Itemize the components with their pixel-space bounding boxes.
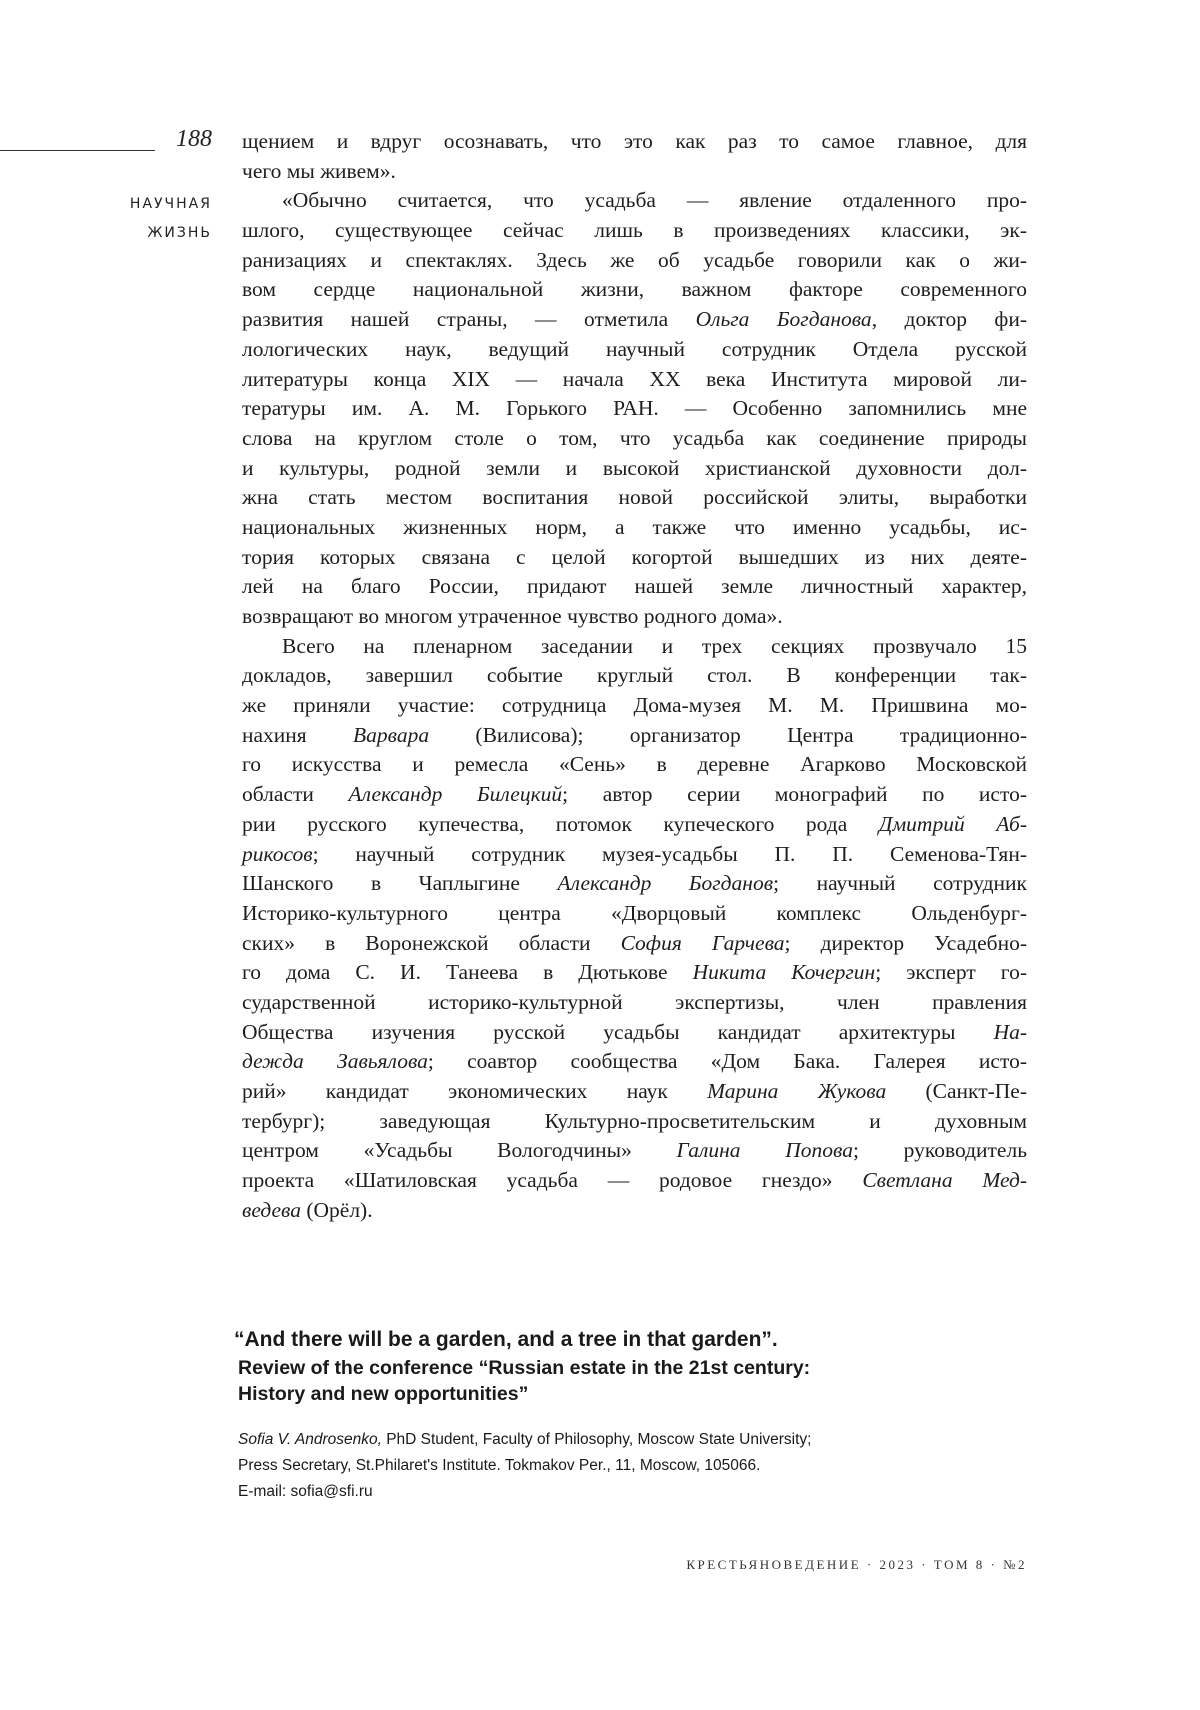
text-segment: ; соавтор сообщества «Дом Бака. Галерея исто- [427, 1049, 1027, 1074]
text-line [242, 572, 1027, 602]
person-name: Варвара [353, 722, 430, 747]
text-segment: и культуры, родной земли и высокой христианской духовности дол- [242, 455, 1027, 480]
text-segment: сударственной историко-культурной экспертизы, член правления [242, 989, 1027, 1014]
text-segment: возвращают во многом утраченное чувство родного дома». [242, 604, 783, 628]
text-segment: развития нашей страны, — отметила [242, 307, 696, 332]
text-segment: ; эксперт го- [875, 960, 1027, 985]
english-abstract [234, 1325, 1038, 1505]
text-segment: ; научный сотрудник [773, 871, 1028, 896]
text-line [242, 988, 1027, 1018]
section-label-line1: НАУЧНАЯ [129, 196, 212, 212]
text-line [242, 780, 1027, 810]
text-line [242, 1136, 1027, 1166]
text-line [242, 1077, 1027, 1107]
text-segment: (Санкт-Пе- [886, 1079, 1027, 1103]
person-name: Никита Кочергин [692, 960, 876, 985]
running-footer: КРЕСТЬЯНОВЕДЕНИЕ · 2023 · ТОМ 8 · №2 [686, 1557, 1027, 1572]
text-segment: тербург); заведующая Культурно-просветительским и духовным [242, 1108, 1027, 1133]
text-line [242, 335, 1027, 365]
text-line [242, 899, 1027, 929]
person-name: Дмитрий Аб- [878, 811, 1027, 836]
text-segment: ранизациях и спектаклях. Здесь же об усадьбе говорили как о жи- [242, 247, 1027, 272]
text-segment: области [242, 782, 349, 807]
text-line [242, 869, 1027, 899]
text-line [242, 543, 1027, 573]
text-line [242, 513, 1027, 543]
text-segment: , доктор фи- [871, 307, 1028, 332]
section-label-line2: ЖИЗНЬ [147, 225, 212, 241]
person-name: Александр Билецкий [348, 782, 563, 807]
person-name: На- [993, 1019, 1027, 1044]
text-line [242, 958, 1027, 988]
text-segment: шлого, существующее сейчас лишь в произведениях классики, эк- [242, 218, 1027, 243]
text-line [242, 275, 1027, 305]
text-segment: (Орёл). [300, 1197, 373, 1222]
text-line [242, 691, 1027, 721]
text-segment: докладов, завершил событие круглый стол. В конференции так- [242, 663, 1027, 688]
text-segment: ских» в Воронежской области [242, 930, 621, 955]
text-segment: национальных жизненных норм, а также что именно усадьбы, ис- [242, 514, 1027, 539]
text-segment: литературы конца XIX — начала XX века Института мировой ли- [242, 366, 1027, 391]
text-segment: нахиня [242, 722, 354, 747]
person-name: Галина Попова [676, 1138, 853, 1163]
author-line1 [238, 1427, 1038, 1453]
text-line [242, 454, 1027, 484]
author-affiliation: PhD Student, Faculty of Philosophy, Moscow State University; [381, 1431, 812, 1448]
text-line [242, 840, 1027, 870]
author-email: E-mail: sofia@sfi.ru [238, 1483, 373, 1500]
section-label [130, 190, 212, 248]
text-segment: ; руководитель [852, 1138, 1027, 1163]
text-segment: щением и вдруг осознавать, что это как раз то самое главное, для [242, 129, 1027, 153]
text-line [242, 632, 1027, 662]
text-segment: «Обычно считается, что усадьба — явление отдаленного про- [282, 188, 1027, 213]
author-line2: Press Secretary, St.Philaret's Institute. Tokmakov Per., 11, Moscow, 105066. [238, 1457, 761, 1474]
article-body [242, 127, 1027, 1225]
text-segment: лологических наук, ведущий научный сотрудник Отдела русской [242, 336, 1027, 361]
text-line [242, 186, 1027, 216]
text-line [242, 424, 1027, 454]
text-segment: жна стать местом воспитания новой российской элиты, выработки [242, 485, 1027, 510]
person-name: Александр Богданов [557, 871, 774, 896]
text-line [242, 394, 1027, 424]
text-line [242, 216, 1027, 246]
person-name: рикосов [242, 841, 313, 866]
english-title: “And there will be a garden, and a tree in that garden”. [234, 1328, 778, 1351]
text-line [242, 721, 1027, 751]
text-segment: рии русского купечества, потомок купеческого рода [242, 811, 879, 836]
text-segment: рий» кандидат экономических наук [242, 1079, 708, 1103]
text-line [242, 1107, 1027, 1137]
text-segment: слова на круглом столе о том, что усадьба как соединение природы [242, 425, 1027, 450]
text-line [242, 305, 1027, 335]
text-segment: ; директор Усадебно- [784, 930, 1027, 955]
author-info [238, 1427, 1038, 1505]
english-subtitle-line2: History and new opportunities” [238, 1383, 529, 1405]
text-segment: Всего на пленарном заседании и трех секциях прозвучало 15 [282, 633, 1027, 658]
text-segment: лей на благо России, придают нашей земле личностный характер, [242, 574, 1027, 599]
text-line [242, 157, 1027, 187]
text-line [242, 929, 1027, 959]
person-name: Светлана Мед- [862, 1168, 1027, 1193]
text-segment: центром «Усадьбы Вологодчины» [242, 1138, 677, 1163]
text-line [242, 1166, 1027, 1196]
text-line [242, 246, 1027, 276]
text-segment: же приняли участие: сотрудница Дома-музея М. М. Пришвина мо- [242, 693, 1027, 718]
text-line [242, 127, 1027, 157]
text-segment: Историко-культурного центра «Дворцовый комплекс Ольденбург- [242, 900, 1027, 925]
author-name: Sofia V. Androsenko, [238, 1431, 382, 1448]
text-segment: Общества изучения русской усадьбы кандидат архитектуры [242, 1019, 994, 1044]
person-name: Марина Жукова [707, 1079, 887, 1103]
text-line [242, 750, 1027, 780]
person-name: ведева [242, 1197, 301, 1222]
text-line [242, 365, 1027, 395]
text-segment: чего мы живем». [242, 158, 396, 183]
text-line [242, 1018, 1027, 1048]
text-segment: тория которых связана с целой когортой вышедших из них деяте- [242, 544, 1027, 569]
text-segment: Шанского в Чаплыгине [242, 871, 558, 896]
text-segment: ; научный сотрудник музея-усадьбы П. П. Семенова-Тян- [312, 841, 1027, 866]
text-segment: вом сердце национальной жизни, важном факторе современного [242, 277, 1027, 302]
text-segment: тературы им. А. М. Горького РАН. — Особенно запомнились мне [242, 396, 1027, 421]
text-line [242, 661, 1027, 691]
text-segment: го искусства и ремесла «Сень» в деревне Агарково Московской [242, 752, 1027, 777]
person-name: София Гарчева [620, 930, 785, 955]
text-line [242, 602, 1027, 632]
page-number: 188 [176, 126, 212, 152]
person-name: дежда Завьялова [242, 1049, 428, 1074]
text-line [242, 1047, 1027, 1077]
english-subtitle-line1: Review of the conference “Russian estate in the 21st century: [238, 1357, 811, 1379]
text-line [242, 810, 1027, 840]
text-line [242, 483, 1027, 513]
person-name: Ольга Богданова [695, 307, 872, 332]
text-segment: ; автор серии монографий по исто- [562, 782, 1027, 807]
text-line [242, 1196, 1027, 1226]
text-segment: проекта «Шатиловская усадьба — родовое гнездо» [242, 1168, 863, 1193]
margin-rule [0, 150, 155, 151]
text-segment: (Вилисова); организатор Центра традиционно- [429, 722, 1027, 747]
text-segment: го дома С. И. Танеева в Дютькове [242, 960, 693, 985]
